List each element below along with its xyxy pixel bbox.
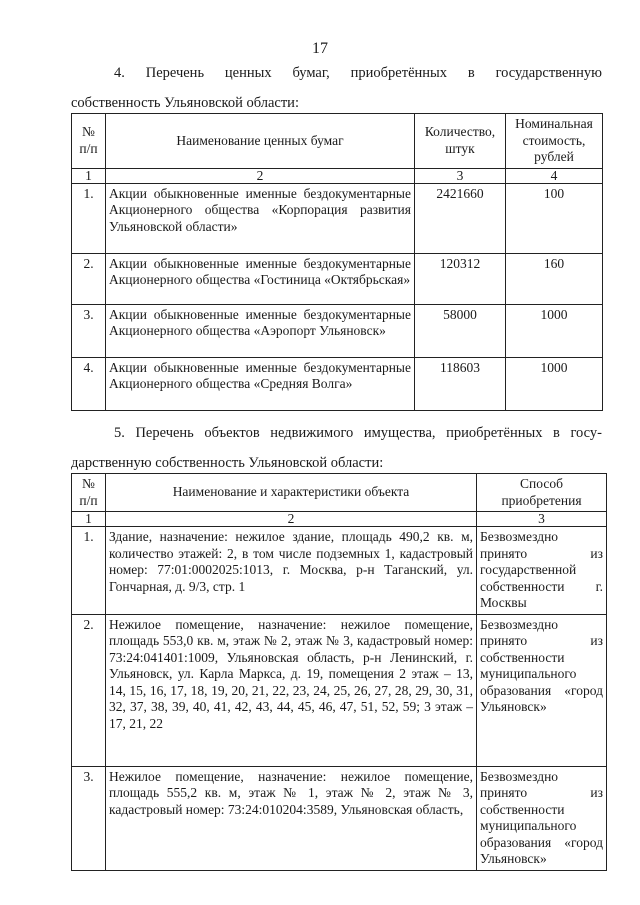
column-number: 1 [72,512,106,527]
row-name: Здание, назначение: нежилое здание, площадь 490,2 кв. м, количество этажей: 2, в том числе подземных 1, кадастровый номер: 77:01:0002025:1013, г. Москва, р-н Таганский, ул. Гончарная, д. 9/3, стр. 1 [106,527,477,615]
header-nominal-value: Номинальная стоимость, рублей [506,114,603,169]
row-name: Акции обыкновенные именные бездокументарные Акционерного общества «Аэропорт Ульяновск» [106,304,415,357]
row-quantity: 58000 [415,304,506,357]
table-row [72,766,607,870]
table-header-row [72,114,603,169]
row-nominal: 1000 [506,304,603,357]
row-name: Нежилое помещение, назначение: нежилое помещение, площадь 553,0 кв. м, этаж № 2, этаж № 3, кадастровый номер: 73:24:041401:1009, Ульяновская область, р-н Ленинский, г. Ульяновск, ул. Карла Маркса, д. 19, помещения 2 этаж – 13, 14, 15, 16, 17, 18, 19, 20, 21, 22, 23, 24, 25, 26, 27, 28, 29, 30, 31, 32, 37, 38, 39, 40, 41, 42, 43, 44, 45, 46, 47, 51, 52, 59; 3 этаж – 17, 21, 22 [106,614,477,766]
row-num: 4. [72,357,106,410]
row-method: Безвозмездно принято из государственной собственности г. Москвы [477,527,607,615]
row-nominal: 160 [506,253,603,304]
section5-title-line2: дарственную собственность Ульяновской области: [71,455,384,471]
section4-title-line2: собственность Ульяновской области: [71,95,299,111]
page-number: 17 [312,40,328,57]
column-numbers-row [72,168,603,183]
column-number: 3 [415,168,506,183]
header-acquisition-method: Способ приобретения [477,474,607,512]
row-name: Акции обыкновенные именные бездокументарные Акционерного общества «Корпорация развития Ульяновской области» [106,183,415,253]
row-method: Безвозмездно принято из собственности муниципального образования «город Ульяновск» [477,614,607,766]
header-object-name: Наименование и характеристики объекта [106,474,477,512]
row-name: Акции обыкновенные именные бездокументарные Акционерного общества «Средняя Волга» [106,357,415,410]
row-nominal: 100 [506,183,603,253]
column-number: 2 [106,512,477,527]
column-numbers-row [72,512,607,527]
section4-title-line1: 4. Перечень ценных бумаг, приобретённых в государственную [114,65,602,81]
section5-heading [71,418,602,478]
row-quantity: 118603 [415,357,506,410]
table-row [72,357,603,410]
row-nominal: 1000 [506,357,603,410]
table-row [72,614,607,766]
section5-title-line1: 5. Перечень объектов недвижимого имущества, приобретённых в госу- [114,425,602,441]
real-estate-table [71,473,607,871]
row-num: 1. [72,527,106,615]
header-num: № п/п [72,474,106,512]
row-num: 2. [72,253,106,304]
table-row [72,527,607,615]
column-number: 4 [506,168,603,183]
column-number: 3 [477,512,607,527]
table-header-row [72,474,607,512]
table-row [72,183,603,253]
header-quantity: Количество, штук [415,114,506,169]
row-num: 3. [72,766,106,870]
row-num: 2. [72,614,106,766]
table-row [72,304,603,357]
row-name: Акции обыкновенные именные бездокументарные Акционерного общества «Гостиница «Октябрьская» [106,253,415,304]
row-method: Безвозмездно принято из собственности муниципального образования «город Ульяновск» [477,766,607,870]
row-num: 3. [72,304,106,357]
column-number: 2 [106,168,415,183]
table-row [72,253,603,304]
section4-heading [71,58,602,118]
header-securities-name: Наименование ценных бумаг [106,114,415,169]
header-num: № п/п [72,114,106,169]
row-quantity: 2421660 [415,183,506,253]
row-name: Нежилое помещение, назначение: нежилое помещение, площадь 555,2 кв. м, этаж № 1, этаж № 2, этаж № 3, кадастровый номер: 73:24:010204:3589, Ульяновская область, [106,766,477,870]
column-number: 1 [72,168,106,183]
securities-table [71,113,603,411]
row-num: 1. [72,183,106,253]
row-quantity: 120312 [415,253,506,304]
